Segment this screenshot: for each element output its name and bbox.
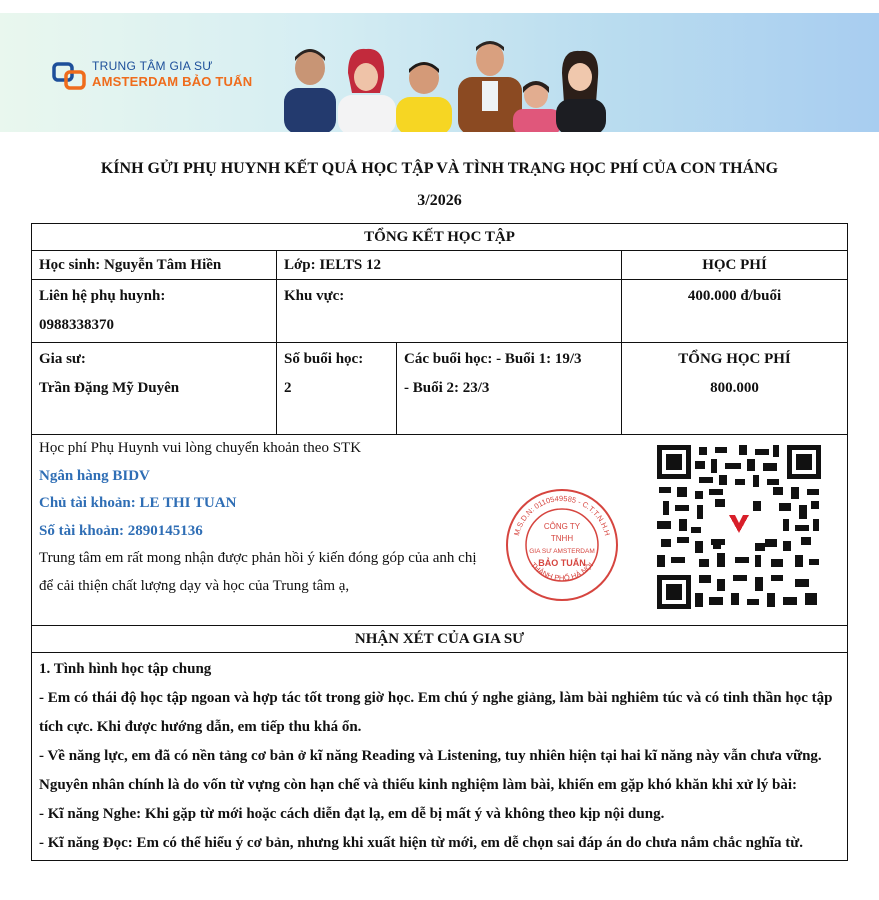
tutor-cell <box>32 343 277 435</box>
header-banner <box>0 13 879 132</box>
comment-paragraph-3: - Kĩ năng Nghe: Khi gặp từ mới hoặc cách diễn đạt lạ, em dễ bị mất ý và không theo kịp nội dung. <box>39 806 665 822</box>
brand-name-line2: AMSTERDAM BẢO TUẤN <box>92 74 253 89</box>
parent-contact-cell <box>32 280 277 343</box>
report-table <box>31 223 848 861</box>
comments-heading: NHẬN XÉT CỦA GIA SƯ <box>32 626 848 653</box>
comments-section1-title: 1. Tình hình học tập chung <box>39 661 212 677</box>
brand-logo-icon <box>52 60 88 92</box>
sessions-label: Số buổi học: <box>284 351 364 367</box>
stamp-line1: CÔNG TY <box>543 522 581 531</box>
fee-heading: HỌC PHÍ <box>622 251 848 280</box>
total-fee-value: 800.000 <box>710 380 759 396</box>
student-name: Học sinh: Nguyễn Tâm Hiền <box>32 251 277 280</box>
page-title-line2: 3/2026 <box>417 192 462 209</box>
sessions-list-line1: Các buổi học: - Buổi 1: 19/3 <box>404 351 582 367</box>
comment-paragraph-4: - Kĩ năng Đọc: Em có thể hiểu ý cơ bản, nhưng khi xuất hiện từ mới, em dễ chọn sai đáp án do chưa nắm chắc nghĩa từ. <box>39 835 803 851</box>
area-cell: Khu vực: <box>277 280 622 343</box>
parent-contact-label: Liên hệ phụ huynh: <box>39 288 166 304</box>
sessions-list-cell <box>397 343 622 435</box>
bank-name: Ngân hàng BIDV <box>39 467 150 484</box>
total-fee-heading: TỔNG HỌC PHÍ <box>678 351 791 367</box>
account-number: Số tài khoản: 2890145136 <box>39 522 203 539</box>
sessions-count: 2 <box>284 380 292 396</box>
tutor-label: Gia sư: <box>39 351 86 367</box>
payment-intro: Học phí Phụ Huynh vui lòng chuyển khoản theo STK <box>39 440 362 456</box>
stamp-line4: BẢO TUẤN <box>538 558 586 568</box>
stamp-line3: GIA SƯ AMSTERDAM <box>529 548 595 555</box>
payment-qr-code-icon <box>655 443 823 611</box>
fee-per-session: 400.000 đ/buổi <box>622 280 848 343</box>
company-stamp-icon <box>504 487 620 603</box>
feedback-line1: Trung tâm em rất mong nhận được phản hồi ý kiến đóng góp của anh chị <box>39 550 477 566</box>
tutor-name: Trần Đặng Mỹ Duyên <box>39 380 180 396</box>
total-fee-cell <box>622 343 848 435</box>
page-title-line1: KÍNH GỬI PHỤ HUYNH KẾT QUẢ HỌC TẬP VÀ TÌNH TRẠNG HỌC PHÍ CỦA CON THÁNG <box>100 160 779 177</box>
class-name: Lớp: IELTS 12 <box>277 251 622 280</box>
account-holder: Chủ tài khoản: LE THI TUAN <box>39 495 237 511</box>
comments-body <box>32 653 848 861</box>
stamp-bottom-text: THÀNH PHỐ HÀ NỘI <box>528 560 596 583</box>
comment-paragraph-1: - Em có thái độ học tập ngoan và hợp tác tốt trong giờ học. Em chú ý nghe giảng, làm bài nghiêm túc và có tinh thần học tập tích cực. Khi được hướng dẫn, em tiếp thu khá ổn. <box>39 690 833 735</box>
sessions-list-line2: - Buổi 2: 23/3 <box>404 380 490 396</box>
summary-heading: TỔNG KẾT HỌC TẬP <box>32 224 848 251</box>
feedback-line2: để cải thiện chất lượng dạy và học của Trung tâm ạ, <box>39 577 350 594</box>
comment-paragraph-2: - Về năng lực, em đã có nền tảng cơ bản ở kĩ năng Reading và Listening, tuy nhiên hiện tại hai kĩ năng này vẫn chưa vững. Nguyên nhân chính là do vốn từ vựng còn hạn chế và thiếu kinh nghiệm làm bài, khiến em gặp khó khăn khi xử lý bài: <box>39 748 822 793</box>
banner-people-photo <box>268 33 613 132</box>
parent-phone: 0988338370 <box>39 317 114 333</box>
sessions-count-cell <box>277 343 397 435</box>
stamp-ring-text: M.S.D.N: 0110549585 - C.T.T.N.H.H <box>512 493 612 537</box>
payment-cell <box>32 435 848 626</box>
stamp-line2: TNHH <box>550 534 574 543</box>
brand-name-line1: TRUNG TÂM GIA SƯ <box>92 59 213 73</box>
